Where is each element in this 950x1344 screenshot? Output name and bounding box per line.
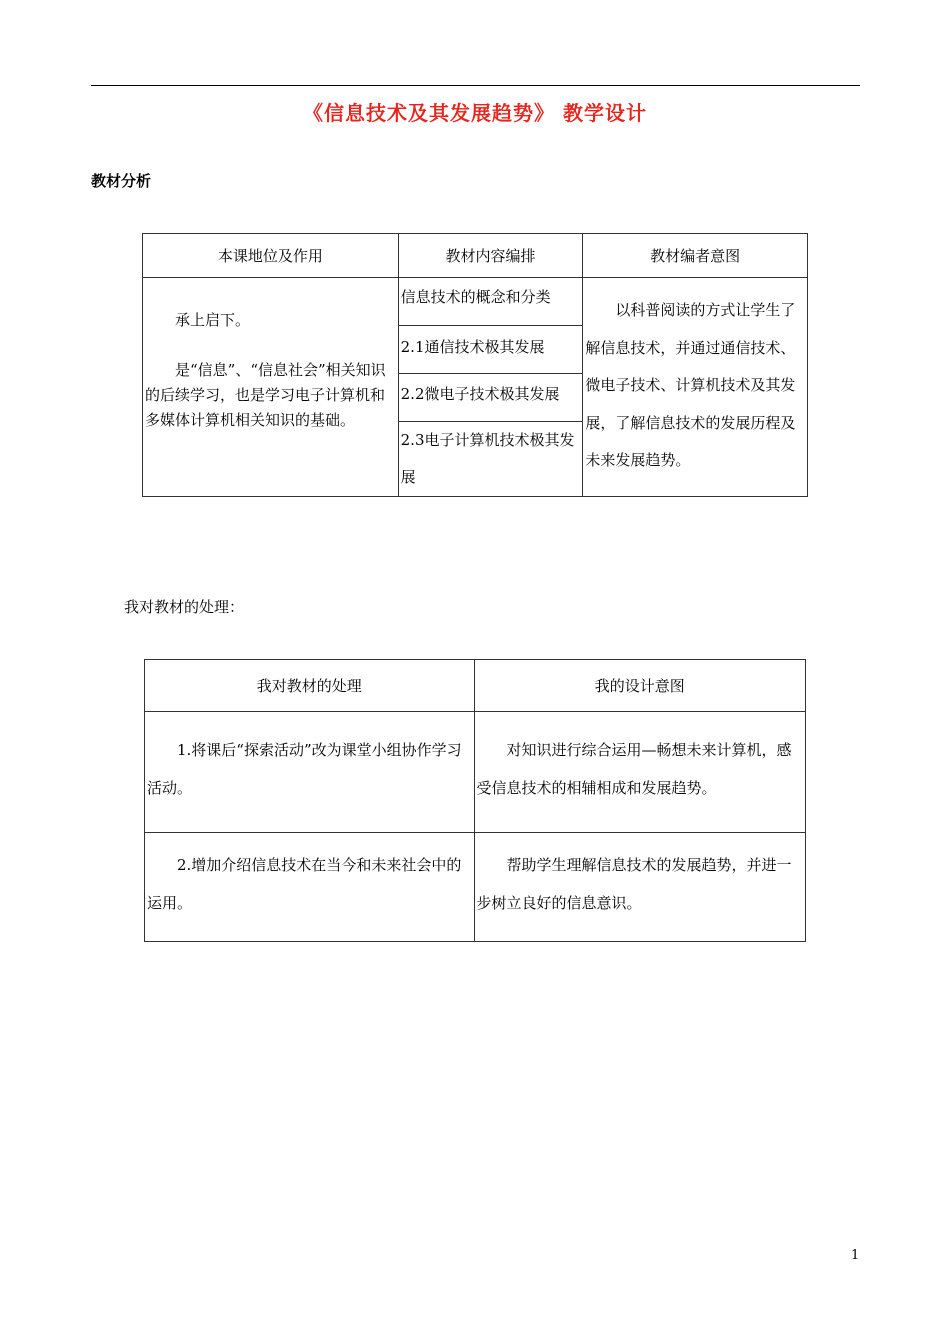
content-item: 信息技术的概念和分类 — [398, 278, 583, 326]
design-intent-text: 对知识进行综合运用—畅想未来计算机，感受信息技术的相辅相成和发展趋势。 — [476, 741, 792, 797]
position-role-cell — [143, 278, 399, 497]
content-item: 2.2微电子技术极其发展 — [398, 374, 583, 422]
position-text-2: 是“信息”、“信息社会”相关知识的后续学习，也是学习电子计算机和多媒体计算机相关知识的基础。 — [145, 361, 386, 429]
design-intent-cell — [474, 712, 806, 833]
header-cell-processing: 我对教材的处理 — [145, 660, 475, 712]
textbook-analysis-table — [142, 233, 808, 497]
editor-intent-cell — [583, 278, 808, 497]
processing-label: 我对教材的处理： — [124, 598, 245, 616]
content-item: 2.1通信技术极其发展 — [398, 326, 583, 374]
header-cell-design-intent: 我的设计意图 — [474, 660, 806, 712]
header-rule — [91, 85, 860, 86]
design-intent-text: 帮助学生理解信息技术的发展趋势，并进一步树立良好的信息意识。 — [476, 856, 792, 912]
header-cell-content: 教材内容编排 — [398, 234, 583, 278]
processing-table — [144, 659, 806, 942]
document-title: 《信息技术及其发展趋势》 教学设计 — [303, 101, 647, 125]
processing-text: 2.增加介绍信息技术在当今和未来社会中的运用。 — [147, 856, 462, 912]
processing-text: 1.将课后“探索活动”改为课堂小组协作学习活动。 — [147, 741, 462, 797]
content-item: 2.3电子计算机技术极其发展 — [398, 422, 583, 497]
header-cell-position: 本课地位及作用 — [143, 234, 399, 278]
section-heading: 教材分析 — [91, 172, 152, 190]
header-cell-intent: 教材编者意图 — [583, 234, 808, 278]
design-intent-cell — [474, 833, 806, 942]
processing-cell — [145, 712, 475, 833]
position-text-1: 承上启下。 — [175, 311, 251, 329]
editor-intent-text: 以科普阅读的方式让学生了解信息技术，并通过通信技术、微电子技术、计算机技术及其发展，了解信息技术的发展历程及未来发展趋势。 — [585, 301, 796, 469]
processing-cell — [145, 833, 475, 942]
page-number: 1 — [851, 1248, 860, 1263]
